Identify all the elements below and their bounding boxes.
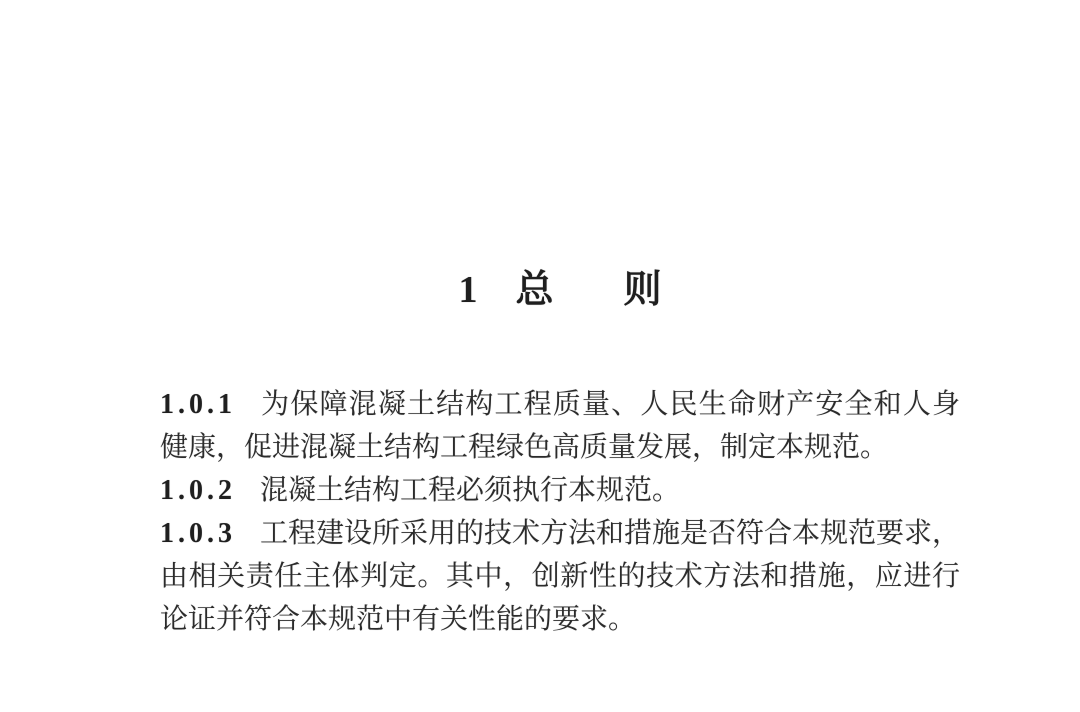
clause-number-1-0-1: 1.0.1 [160, 389, 236, 420]
clause-1-0-2-line-1 [160, 469, 960, 512]
clause-1-0-3-line-2 [160, 555, 960, 598]
chapter-title-char-1: 总 [515, 269, 554, 311]
clause-number-1-0-2: 1.0.2 [160, 475, 236, 506]
clause-number-1-0-3: 1.0.3 [160, 518, 236, 549]
clause-1-0-1-text-line-1: 为保障混凝土结构工程质量、人民生命财产安全和人身 [260, 389, 960, 420]
clause-1-0-1-line-2 [160, 426, 960, 469]
clause-1-0-1-line-1 [160, 383, 960, 426]
chapter-title [160, 268, 960, 312]
chapter-number: 1 [458, 269, 478, 311]
clause-1-0-3-text-line-1: 工程建设所采用的技术方法和措施是否符合本规范要求， [260, 518, 961, 549]
clause-1-0-3-text-line-3: 论证并符合本规范中有关性能的要求。 [160, 604, 637, 635]
clause-1-0-1-text-line-2: 健康，促进混凝土结构工程绿色高质量发展，制定本规范。 [160, 432, 889, 463]
clause-1-0-3-text-line-2: 由相关责任主体判定。其中，创新性的技术方法和措施，应进行 [160, 561, 960, 592]
chapter-title-char-2: 则 [623, 269, 662, 311]
clause-1-0-3-line-1 [160, 512, 960, 555]
clauses-section [160, 383, 960, 641]
clause-1-0-2-text-line-1: 混凝土结构工程必须执行本规范。 [260, 475, 681, 506]
clause-1-0-3-line-3 [160, 598, 960, 641]
